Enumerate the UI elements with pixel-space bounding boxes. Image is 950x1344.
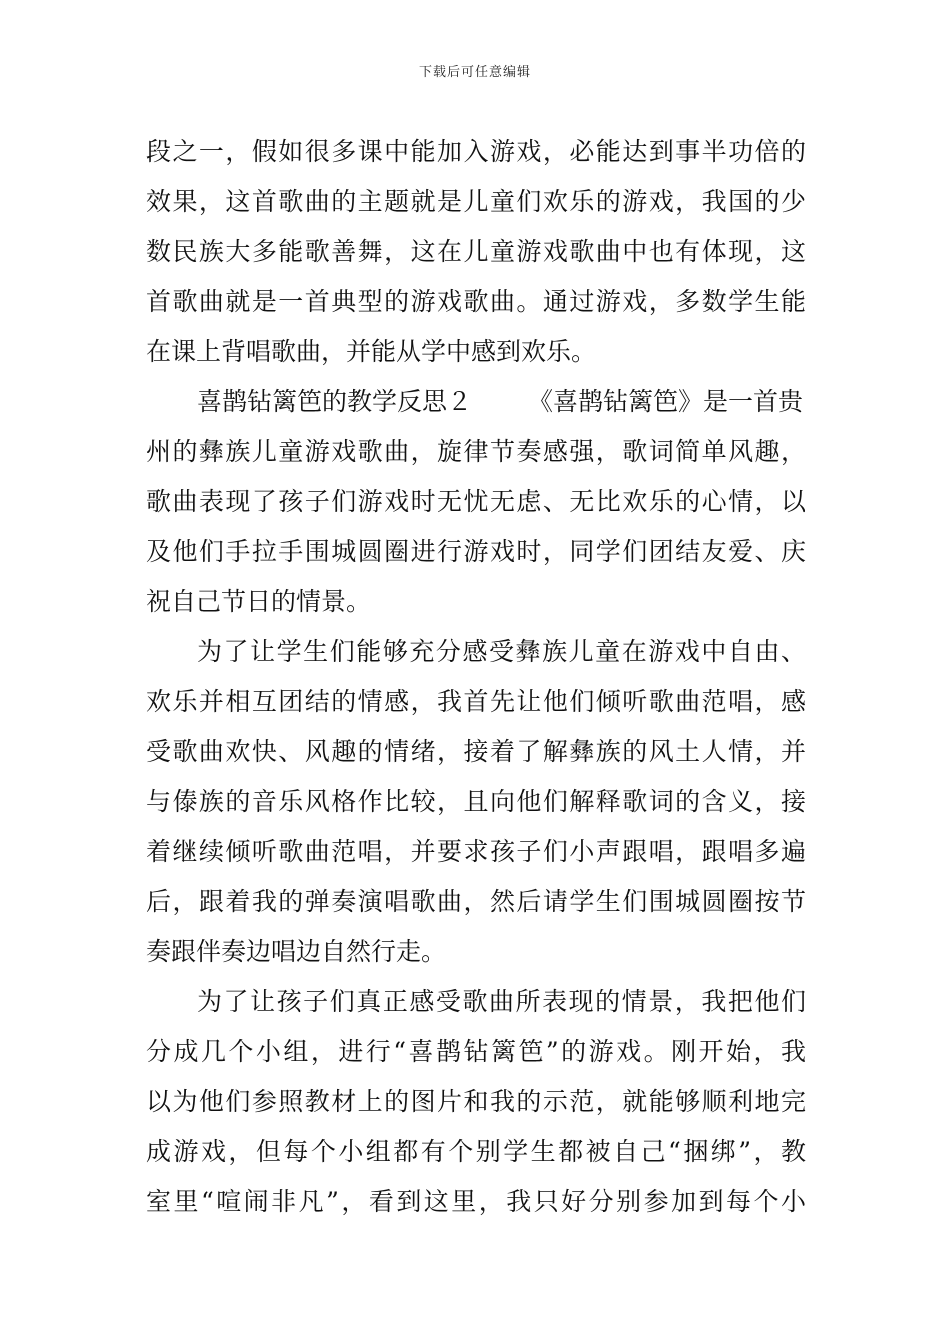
text-line: 为了让学生们能够充分感受彝族儿童在游戏中自由、: [197, 637, 806, 666]
text-line: 在课上背唱歌曲，并能从学中感到欢乐。: [146, 337, 597, 366]
text-line: 首歌曲就是一首典型的游戏歌曲。通过游戏，多数学生能: [146, 287, 806, 316]
text-line: 成游戏，但每个小组都有个别学生都被自己“捆绑”，教: [146, 1137, 806, 1166]
paragraph-1: [146, 127, 806, 377]
text-line: 后，跟着我的弹奏演唱歌曲，然后请学生们围城圆圈按节: [146, 887, 806, 916]
text-line: 欢乐并相互团结的情感，我首先让他们倾听歌曲范唱，感: [146, 687, 806, 716]
text-line: 着继续倾听歌曲范唱，并要求孩子们小声跟唱，跟唱多遍: [146, 837, 806, 866]
text-line: 州的彝族儿童游戏歌曲，旋律节奏感强，歌词简单风趣，: [146, 437, 806, 466]
text-line: 分成几个小组，进行“喜鹊钻篱笆”的游戏。刚开始，我: [146, 1037, 806, 1066]
text-line: 歌曲表现了孩子们游戏时无忧无虑、无比欢乐的心情，以: [146, 487, 806, 516]
text-line: 奏跟伴奏边唱边自然行走。: [146, 937, 447, 966]
paragraph-4: [146, 977, 806, 1227]
text-line: 与傣族的音乐风格作比较，且向他们解释歌词的含义，接: [146, 787, 806, 816]
text-line: 以为他们参照教材上的图片和我的示范，就能够顺利地完: [146, 1087, 806, 1116]
text-line: 为了让孩子们真正感受歌曲所表现的情景，我把他们: [197, 987, 806, 1016]
text-line: 段之一，假如很多课中能加入游戏，必能达到事半功倍的: [146, 137, 806, 166]
text-line: 祝自己节日的情景。: [146, 587, 372, 616]
text-line: 室里“喧闹非凡”，看到这里，我只好分别参加到每个小: [146, 1187, 806, 1216]
page-header: 下载后可任意编辑: [418, 65, 531, 80]
paragraph-3: [146, 627, 806, 977]
text-line: 及他们手拉手围城圆圈进行游戏时，同学们团结友爱、庆: [146, 537, 806, 566]
text-line: 数民族大多能歌善舞，这在儿童游戏歌曲中也有体现，这: [146, 237, 806, 266]
section-heading: 喜鹊钻篱笆的教学反思２: [197, 387, 473, 416]
text-line: 效果，这首歌曲的主题就是儿童们欢乐的游戏，我国的少: [146, 187, 806, 216]
text-line: 受歌曲欢快、风趣的情绪，接着了解彝族的风土人情，并: [146, 737, 806, 766]
section-heading-line: [146, 377, 806, 427]
text-line: 《喜鹊钻篱笆》是一首贵: [528, 387, 804, 416]
document-body: [146, 127, 806, 1227]
paragraph-2: [146, 377, 806, 627]
